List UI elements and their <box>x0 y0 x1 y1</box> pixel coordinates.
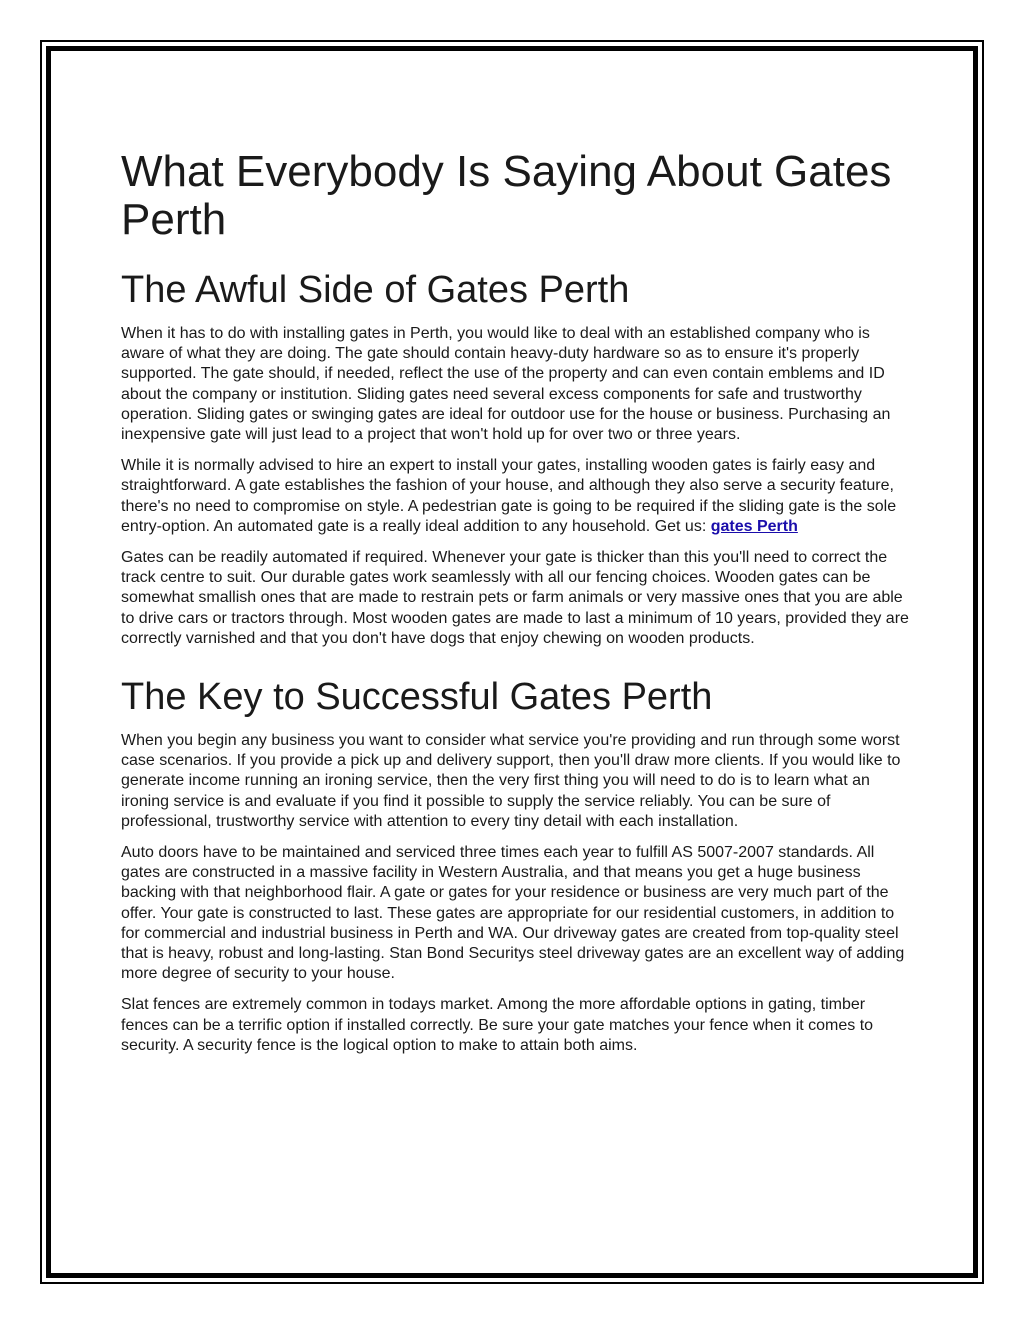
paragraph-with-link <box>121 456 911 537</box>
paragraph: Slat fences are extremely common in todays market. Among the more affordable options in gating, timber fences can be a terrific option if installed correctly. Be sure your gate matches your fence when it comes to security. A security fence is the logical option to make to attain both aims. <box>121 996 874 1054</box>
paragraph: Gates can be readily automated if required. Whenever your gate is thicker than this you'll need to correct the track centre to suit. Our durable gates work seamlessly with all our fencing choices. Wooden gates can be somewhat smallish ones that are made to restrain pets or farm animals or very massive ones that you are able to drive cars or tractors through. Most wooden gates are made to last a minimum of 10 years, provided they are correctly varnished and that you don't have dogs that enjoy chewing on wooden products. <box>121 549 909 647</box>
document-body <box>121 148 911 1067</box>
gates-perth-link[interactable]: gates Perth <box>710 517 798 535</box>
paragraph: When you begin any business you want to consider what service you're providing and run through some worst case scenarios. If you provide a pick up and delivery support, then you'll draw more clients. If you would like to generate income running an ironing service, then the very first thing you will need to do is to learn what an ironing service is and evaluate if you find it possible to supply the service reliably. You can be sure of professional, trustworthy service with attention to every tiny detail with each installation. <box>121 732 901 830</box>
paragraph-text: While it is normally advised to hire an expert to install your gates, installing wooden gates is fairly easy and straightforward. A gate establishes the fashion of your house, and although they also serve a security feature, there's no need to compromise on style. A pedestrian gate is going to be required if the sliding gate is the sole entry-option. An automated gate is a really ideal addition to any household. Get us: <box>121 457 897 535</box>
section-heading-awful-side: The Awful Side of Gates Perth <box>121 269 630 311</box>
document-title: What Everybody Is Saying About Gates Perth <box>121 147 892 244</box>
paragraph: Auto doors have to be maintained and serviced three times each year to fulfill AS 5007-2007 standards. All gates are constructed in a massive facility in Western Australia, and that means you get a huge business backing with that neighborhood flair. A gate or gates for your residence or business are very much part of the offer. Your gate is constructed to last. These gates are appropriate for our residential customers, in addition to for commercial and industrial business in Perth and WA. Our driveway gates are created from top-quality steel that is heavy, robust and long-lasting. Stan Bond Securitys steel driveway gates are an excellent way of adding more degree of security to your house. <box>121 844 905 983</box>
section-heading-key-to-success: The Key to Successful Gates Perth <box>121 676 713 719</box>
paragraph: When it has to do with installing gates in Perth, you would like to deal with an established company who is aware of what they are doing. The gate should contain heavy-duty hardware so as to ensure it's properly supported. The gate should, if needed, reflect the use of the property and can even contain emblems and ID about the company or institution. Sliding gates need several excess components for safe and trustworthy operation. Sliding gates or swinging gates are ideal for outdoor use for the house or business. Purchasing an inexpensive gate will just lead to a project that won't hold up for over two or three years. <box>121 325 891 444</box>
